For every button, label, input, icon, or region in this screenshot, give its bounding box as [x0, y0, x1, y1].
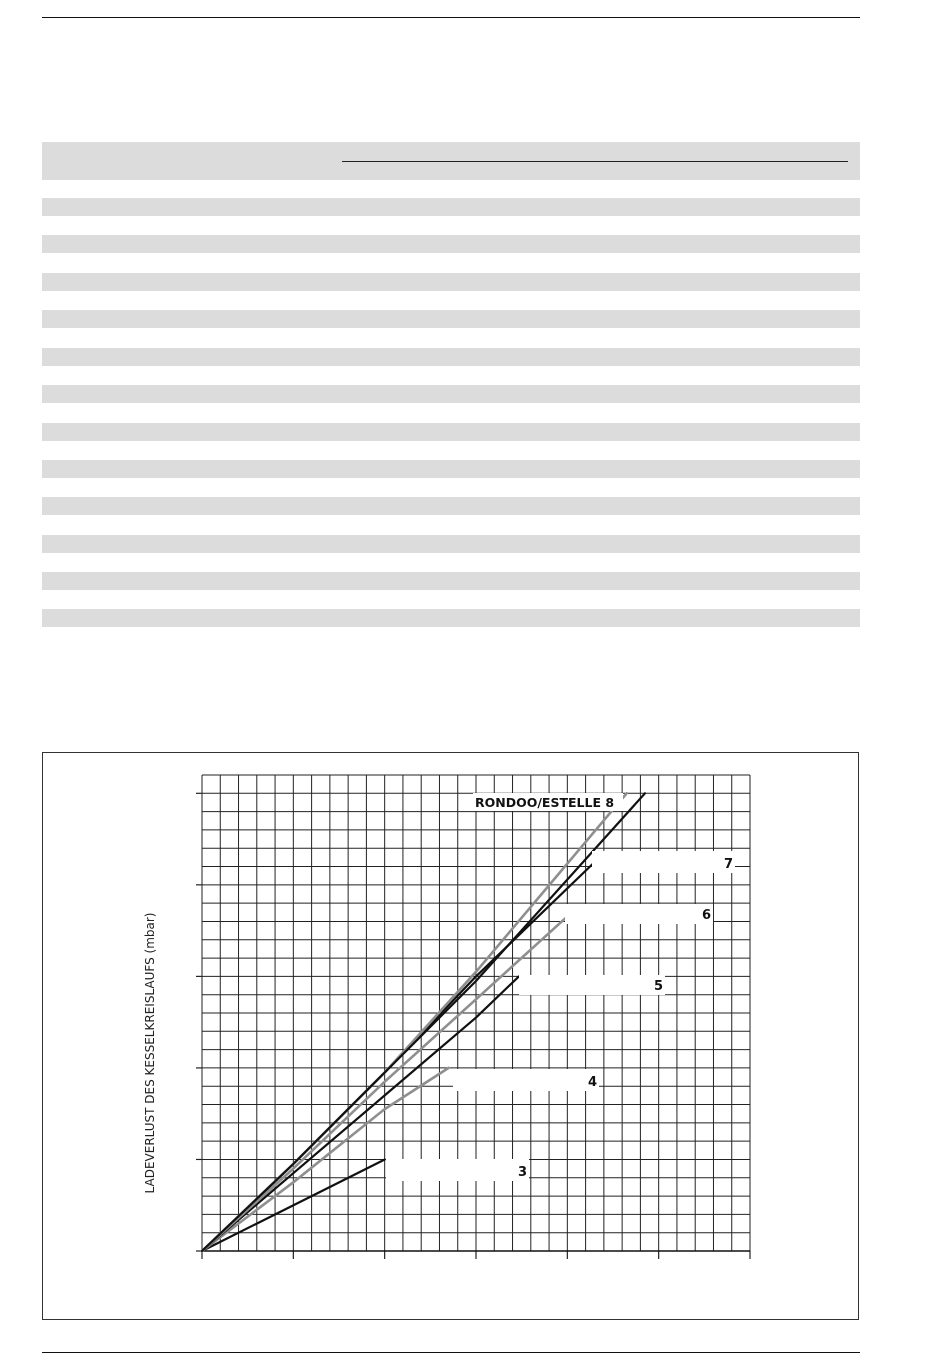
- bottom-rule: [42, 1352, 860, 1353]
- table-row: [42, 460, 860, 478]
- table-row: [42, 572, 860, 590]
- series-label-box: [386, 1159, 529, 1181]
- pressure-loss-chart: [43, 753, 860, 1321]
- series-label-l3: 3: [517, 1165, 527, 1180]
- series-label-l5: 5: [653, 979, 663, 994]
- series-label-box: [519, 975, 665, 995]
- series-label-l6: 6: [701, 908, 711, 923]
- table-header-row: [42, 142, 860, 180]
- series-label-box: [453, 1069, 599, 1091]
- table-row: [42, 198, 860, 216]
- table-row: [42, 310, 860, 328]
- table-row: [42, 348, 860, 366]
- table-row: [42, 235, 860, 253]
- table-row: [42, 385, 860, 403]
- table-row: [42, 497, 860, 515]
- series-line-rondoo-estelle-8: [202, 793, 645, 1251]
- table-row: [42, 423, 860, 441]
- table-row: [42, 273, 860, 291]
- table-row: [42, 535, 860, 553]
- y-axis-label: LADEVERLUST DES KESSELKREISLAUFS (mbar): [143, 912, 157, 1194]
- chart-frame: [42, 752, 859, 1320]
- chart-series: [202, 793, 645, 1251]
- series-label-l4: 4: [587, 1075, 597, 1090]
- specs-table: [0, 0, 950, 640]
- table-header-subrule: [342, 161, 848, 162]
- series-label-box: [592, 851, 735, 873]
- series-line-: [202, 793, 627, 1251]
- table-row: [42, 609, 860, 627]
- series-label-l7: 7: [723, 857, 733, 872]
- series-label-top: RONDOO/ESTELLE 8: [475, 795, 615, 810]
- series-label-box: [565, 904, 713, 924]
